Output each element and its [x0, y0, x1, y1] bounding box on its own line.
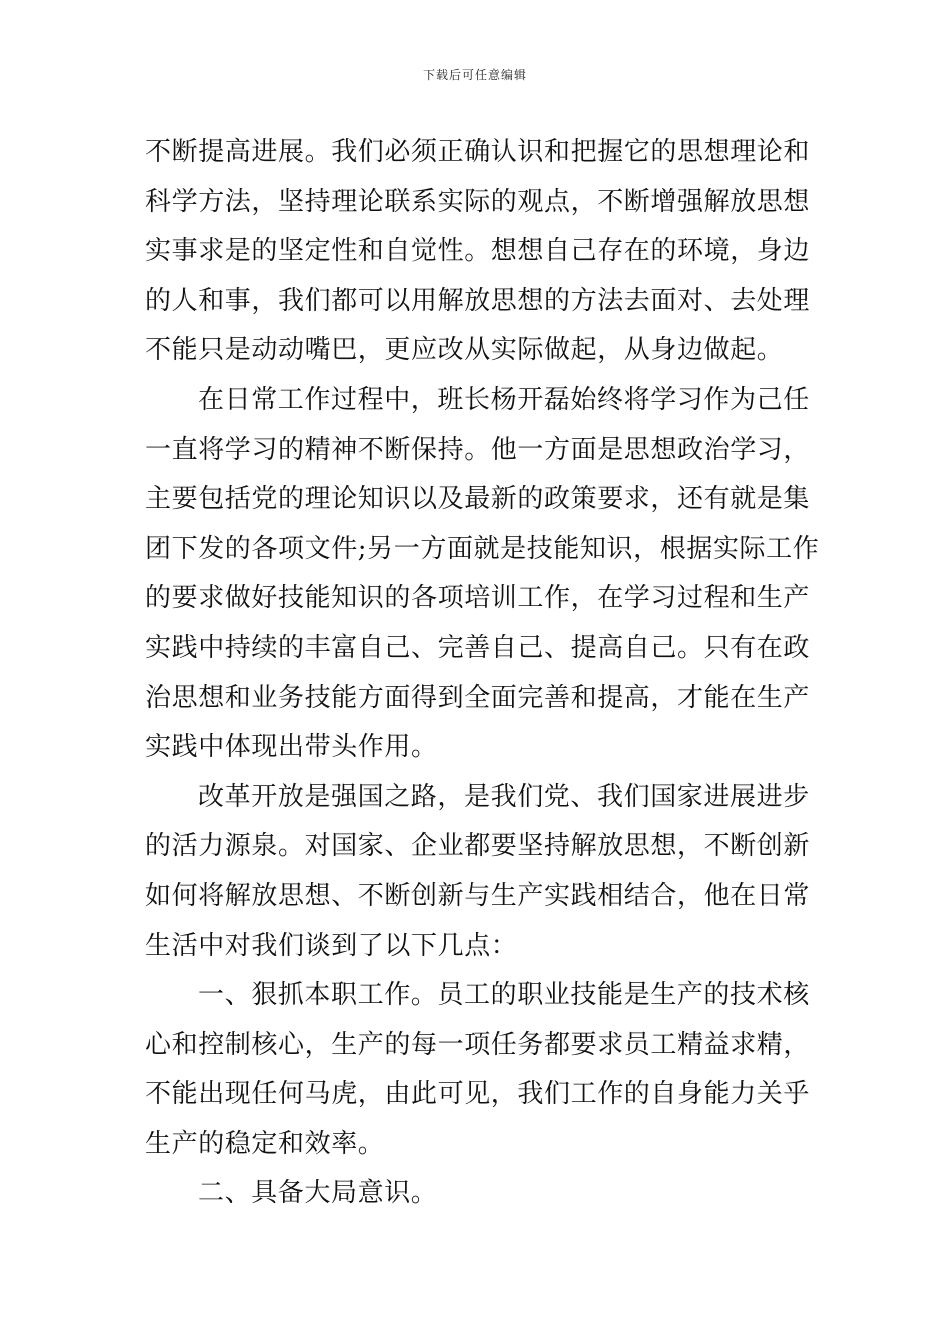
- header-note: 下载后可任意编辑: [422, 68, 527, 82]
- text-line: 心和控制核心，生产的每一项任务都要求员工精益求精，: [145, 1029, 811, 1060]
- paragraph: [145, 1169, 810, 1219]
- text-line: 二、具备大局意识。: [198, 1178, 438, 1209]
- text-line: 的人和事，我们都可以用解放思想的方法去面对、去处理: [145, 285, 811, 316]
- text-line: 生活中对我们谈到了以下几点：: [145, 930, 518, 961]
- text-line: 主要包括党的理论知识以及最新的政策要求，还有就是集: [145, 484, 811, 515]
- text-line: 实践中持续的丰富自己、完善自己、提高自己。只有在政: [145, 632, 811, 663]
- text-line: 生产的稳定和效率。: [145, 1128, 385, 1159]
- text-line: 不能出现任何马虎，由此可见，我们工作的自身能力关乎: [145, 1079, 811, 1110]
- text-line: 科学方法，坚持理论联系实际的观点，不断增强解放思想: [145, 186, 811, 217]
- text-line: 在日常工作过程中，班长杨开磊始终将学习作为己任: [198, 384, 810, 415]
- text-line: 不断提高进展。我们必须正确认识和把握它的思想理论和: [145, 137, 811, 167]
- text-line: 一直将学习的精神不断保持。他一方面是思想政治学习，: [145, 434, 811, 465]
- text-line: 团下发的各项文件;另一方面就是技能知识，根据实际工作: [145, 533, 820, 564]
- text-line: 一、狠抓本职工作。员工的职业技能是生产的技术核: [198, 980, 810, 1011]
- text-line: 实践中体现出带头作用。: [145, 732, 438, 763]
- text-line: 如何将解放思想、不断创新与生产实践相结合，他在日常: [145, 880, 811, 911]
- text-line: 的要求做好技能知识的各项培训工作，在学习过程和生产: [145, 583, 811, 614]
- paragraph: [145, 971, 810, 1169]
- text-line: 不能只是动动嘴巴，更应改从实际做起，从身边做起。: [145, 335, 784, 366]
- paragraph: [145, 128, 810, 376]
- text-line: 实事求是的坚定性和自觉性。想想自己存在的环境，身边: [145, 236, 811, 267]
- text-line: 改革开放是强国之路，是我们党、我们国家进展进步: [198, 781, 810, 812]
- body-text: [145, 128, 820, 1219]
- paragraph: [145, 773, 810, 971]
- text-line: 治思想和业务技能方面得到全面完善和提高，才能在生产: [145, 682, 811, 713]
- paragraph: [145, 376, 820, 773]
- text-line: 的活力源泉。对国家、企业都要坚持解放思想，不断创新: [145, 831, 811, 862]
